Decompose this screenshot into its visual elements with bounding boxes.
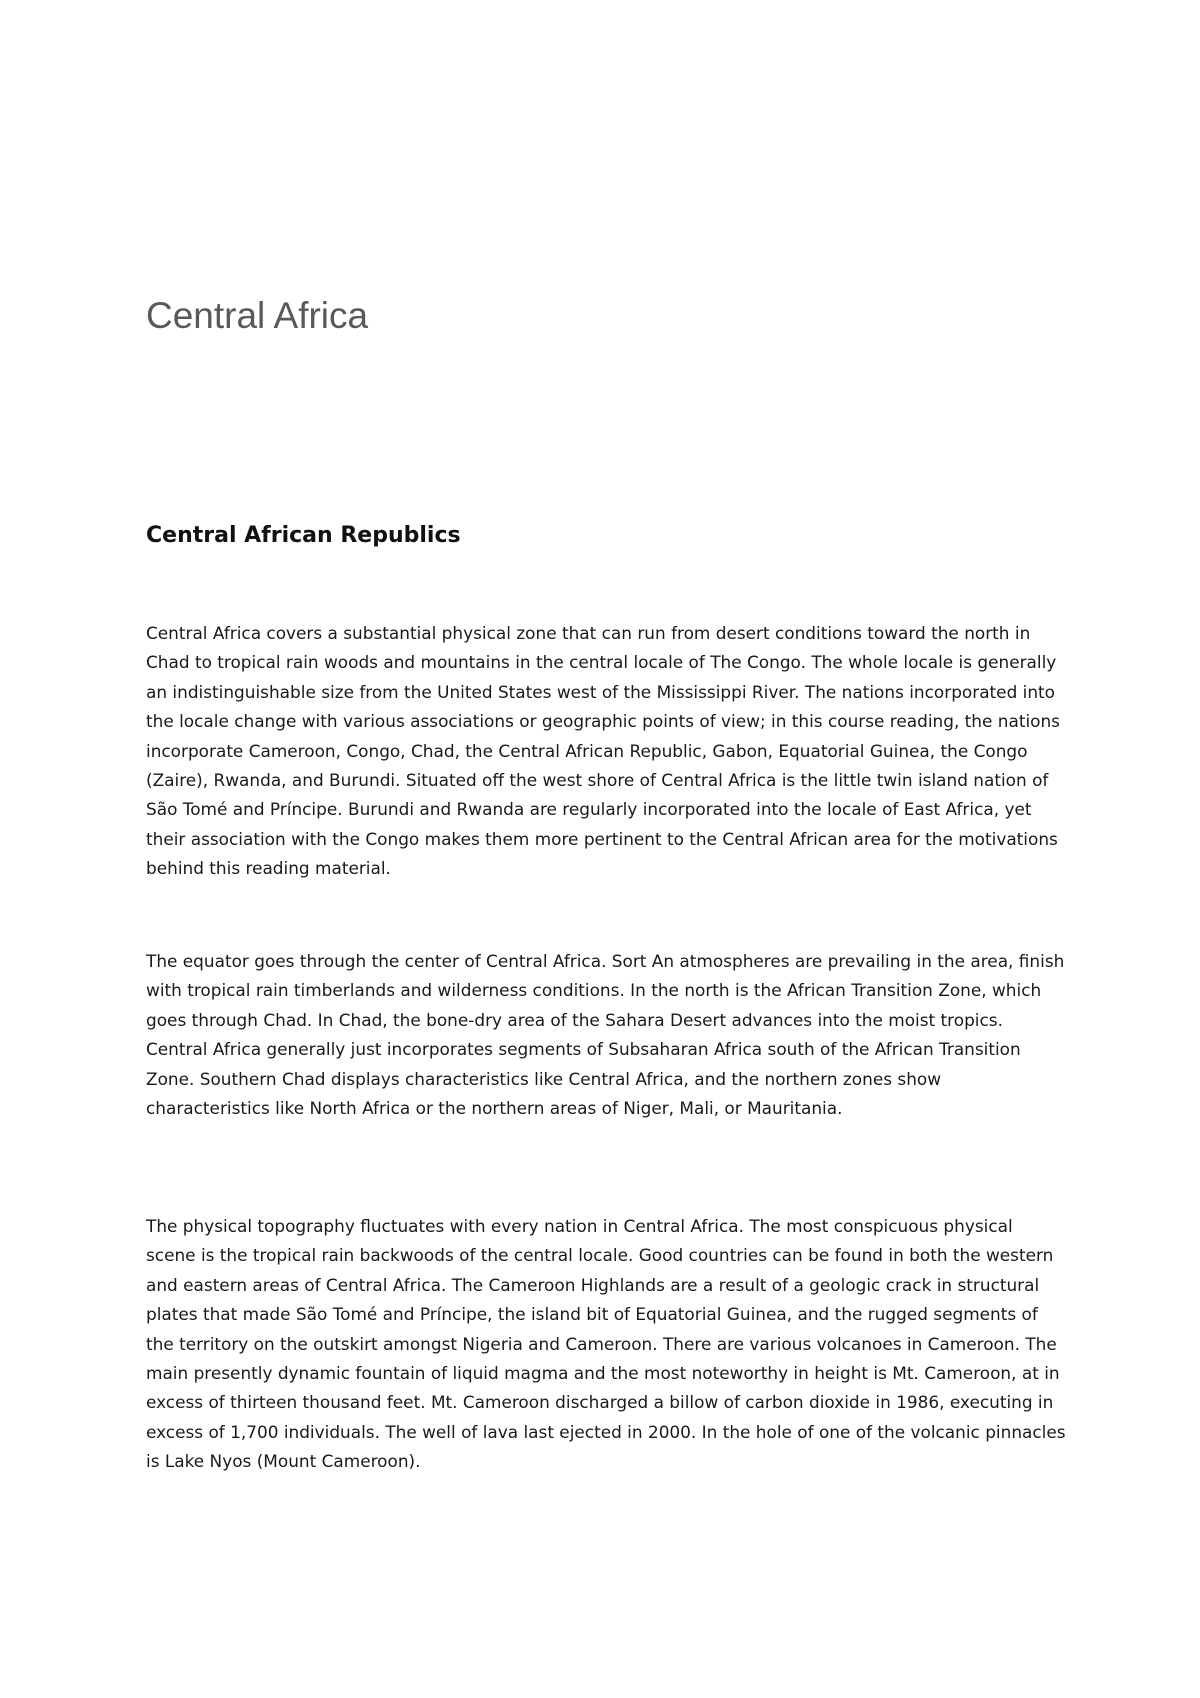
paragraph-1: Central Africa covers a substantial physical zone that can run from desert conditions toward the north in Chad to tropical rain woods and mountains in the central locale of The Congo. The whole locale is generally an indistinguishable size from the United States west of the Mississippi River. The nations incorporated into the locale change with various associations or geographic points of view; in this course reading, the nations incorporate Cameroon, Congo, Chad, the Central African Republic, Gabon, Equatorial Guinea, the Congo (Zaire), Rwanda, and Burundi. Situated off the west shore of Central Africa is the little twin island nation of São Tomé and Príncipe. Burundi and Rwanda are regularly incorporated into the locale of East Africa, yet their association with the Congo makes them more pertinent to the Central African area for the motivations behind this reading material. — [146, 623, 1060, 879]
paragraph-2: The equator goes through the center of Central Africa. Sort An atmospheres are prevailing in the area, finish with tropical rain timberlands and wilderness conditions. In the north is the African Transition Zone, which goes through Chad. In Chad, the bone-dry area of the Sahara Desert advances into the moist tropics. Central Africa generally just incorporates segments of Subsaharan Africa south of the African Transition Zone. Southern Chad displays characteristics like Central Africa, and the northern zones show characteristics like North Africa or the northern areas of Niger, Mali, or Mauritania. — [146, 951, 1065, 1119]
section-heading: Central African Republics — [146, 523, 461, 548]
document-title: Central Africa — [146, 295, 369, 336]
paragraph-3: The physical topography fluctuates with every nation in Central Africa. The most conspicuous physical scene is the tropical rain backwoods of the central locale. Good countries can be found in both the western and eastern areas of Central Africa. The Cameroon Highlands are a result of a geologic crack in structural plates that made São Tomé and Príncipe, the island bit of Equatorial Guinea, and the rugged segments of the territory on the outskirt amongst Nigeria and Cameroon. There are various volcanoes in Cameroon. The main presently dynamic fountain of liquid magma and the most noteworthy in height is Mt. Cameroon, at in excess of thirteen thousand feet. Mt. Cameroon discharged a billow of carbon dioxide in 1986, executing in excess of 1,700 individuals. The well of lava last ejected in 2000. In the hole of one of the volcanic pinnacles is Lake Nyos (Mount Cameroon). — [146, 1216, 1066, 1472]
